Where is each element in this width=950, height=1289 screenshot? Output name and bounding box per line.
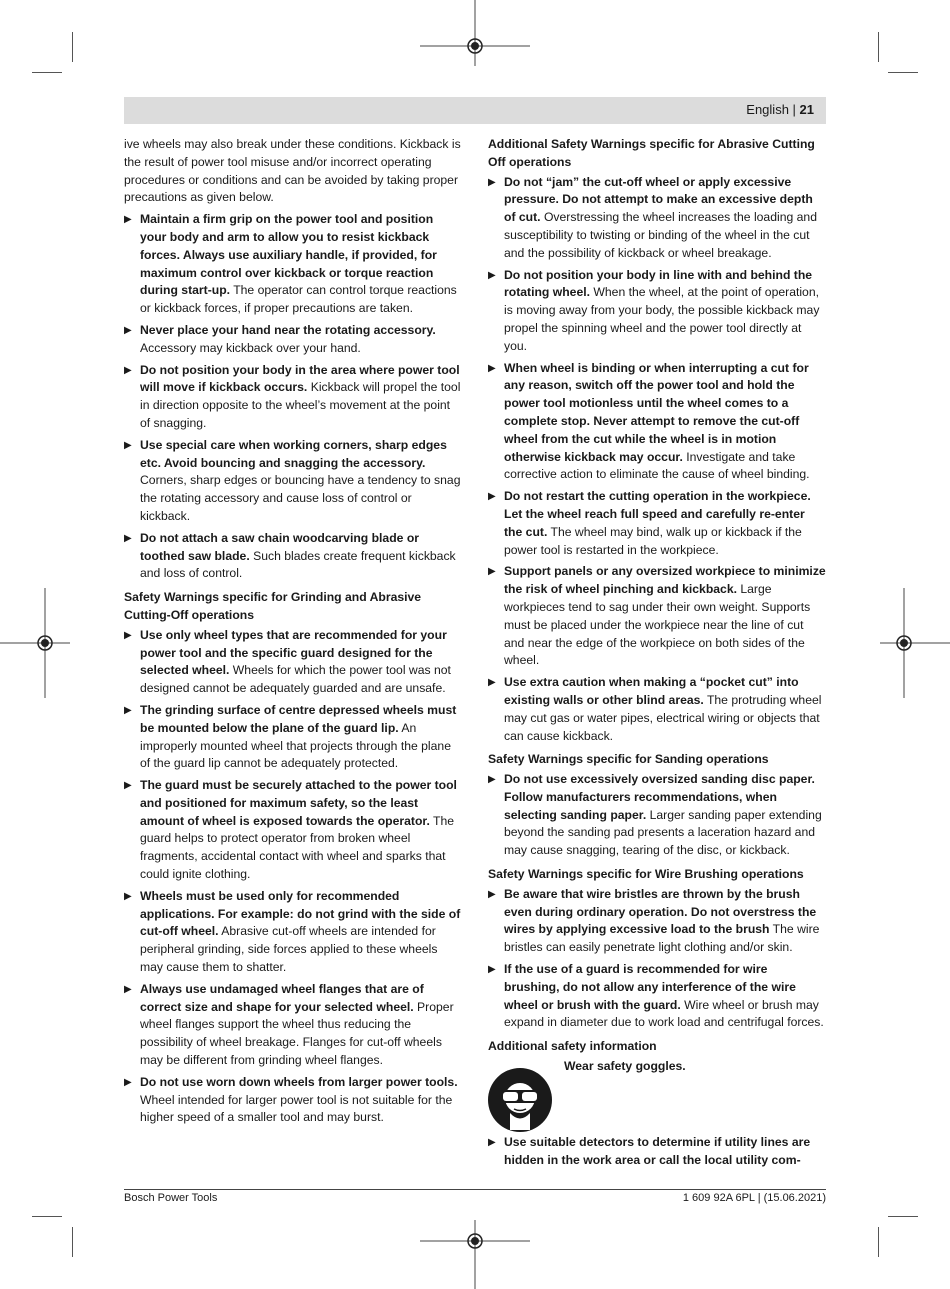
bullet-icon: ▶ [124,1076,132,1088]
item-text: The wire bristles can easily penetrate light clothing and/or skin. [504,922,820,955]
item-bold-text: Use suitable detectors to determine if utility lines are hidden in the work area or call the local utility com- [504,1135,811,1167]
item-bold-text: Use special care when working corners, sharp edges etc. Avoid bouncing and snagging the accessory. [140,437,447,470]
header-label: English | 21 [746,102,814,117]
bullet-icon: ▶ [124,532,132,544]
crop-mark [72,1227,73,1257]
section-heading-additional: Additional safety information [488,1039,657,1054]
footer-doc-id: 1 609 92A 6PL | (15.06.2021) [682,1192,826,1204]
item-bold-text: Do not restart the cutting operation in the workpiece. Let the wheel reach full speed and carefully re-enter the cut. [504,489,811,539]
item-text: Wheels for which the power tool was not designed cannot be adequately guarded and are unsafe. [140,663,451,696]
item-text: Wheel intended for larger power tool is not suitable for the higher speed of a smaller tool and may burst. [140,1092,453,1125]
item-bold-text: When wheel is binding or when interrupting a cut for any reason, switch off the power tool and hold the power tool motionless until the wheel comes to a complete stop. Never attempt to remove the cut-off wheel from the cut while the wheel is in motion otherwise kickback may occur. [504,360,809,464]
list-item [488,174,826,263]
goggles-notice [488,1058,826,1130]
item-bold-text: Do not position your body in the area where power tool will move if kickback occurs. [140,362,460,395]
bullet-icon: ▶ [124,704,132,716]
item-text: Such blades create frequent kickback and loss of control. [140,548,456,581]
registration-mark-icon [420,1220,530,1289]
registration-mark-icon [0,588,70,698]
left-column [124,136,462,1131]
item-text: The protruding wheel may cut gas or water pipes, electrical wiring or objects that can cause kickback. [504,692,822,743]
bullet-icon: ▶ [124,890,132,902]
item-text: Overstressing the wheel increases the loading and susceptibility to twisting or binding of the wheel in the cut and the possibility of kickback or wheel breakage. [504,210,817,260]
right-column [488,136,826,1174]
item-bold-text: Use only wheel types that are recommended for your power tool and the specific guard designed for the selected wheel. [140,627,447,678]
item-bold-text: Use extra caution when making a “pocket cut” into existing walls or other blind areas. [504,675,799,707]
bullet-icon: ▶ [124,214,132,226]
list-item [124,1074,462,1127]
crop-mark [888,72,918,73]
detector-list [488,1134,826,1170]
item-bold-text: Always use undamaged wheel flanges that are of correct size and shape for your selected wheel. [140,981,424,1014]
item-bold-text: Support panels or any oversized workpiece to minimize the risk of wheel pinching and kickback. [504,564,826,597]
bullet-icon: ▶ [124,364,132,376]
list-item [124,211,462,318]
item-text: The operator can control torque reactions or kickback forces, if proper precautions are taken. [140,283,457,316]
list-item [488,267,826,356]
bullet-icon: ▶ [488,176,496,188]
item-bold-text: The guard must be securely attached to the power tool and positioned for maximum safety, so the least amount of wheel is exposed towards the operator. [140,778,457,828]
list-item [124,981,462,1070]
cutting-list [488,174,826,746]
item-bold-text: Do not “jam” the cut-off wheel or apply excessive pressure. Do not attempt to make an excessive depth of cut. [504,174,813,225]
list-item [488,1134,826,1170]
bullet-icon: ▶ [124,324,132,336]
crop-mark [878,32,879,62]
list-item [124,627,462,698]
bullet-icon: ▶ [488,964,496,976]
footer-brand: Bosch Power Tools [124,1192,218,1204]
crop-mark [32,1216,62,1217]
bullet-icon: ▶ [488,677,496,689]
list-item [124,362,462,433]
list-item [488,886,826,957]
bullet-icon: ▶ [488,362,496,374]
list-item [124,322,462,358]
item-text: Larger sanding paper extending beyond the sanding pad presents a laceration hazard and may cause snagging, tearing of the disc, or kickback. [504,807,822,858]
item-bold-text: Maintain a firm grip on the power tool and position your body and arm to allow you to resist kickback forces. Always use auxiliary handle, if provided, for maximum control over kickback or torque reaction during start-up. [140,212,437,298]
bullet-icon: ▶ [124,780,132,792]
item-bold-text: Wheels must be used only for recommended applications. For example: do not grind with the side of cut-off wheel. [140,888,461,939]
item-bold-text: Do not use excessively oversized sanding disc paper. Follow manufacturers recommendations, when selecting sanding paper. [504,772,815,822]
list-item [488,674,826,745]
crop-mark [888,1216,918,1217]
list-item [488,771,826,860]
item-bold-text: Do not use worn down wheels from larger power tools. [140,1074,458,1089]
section-heading-grinding: Safety Warnings specific for Grinding and Abrasive Cutting-Off operations [124,590,422,622]
list-item [124,777,462,884]
item-text: Accessory may kickback over your hand. [140,340,361,355]
item-text: The guard helps to protect operator from broken wheel fragments, accidental contact with wheel and sparks that could ignite clothing. [140,813,455,882]
crop-mark [878,1227,879,1257]
list-item [488,961,826,1032]
goggles-text: Wear safety goggles. [564,1059,686,1074]
intro-paragraph: ive wheels may also break under these conditions. Kickback is the result of power tool misuse and/or incorrect operating procedures or conditions and can be avoided by taking proper precautions as given below. [124,137,461,205]
page-header [124,97,826,124]
item-text: Wire wheel or brush may expand in diameter due to work load and centrifugal forces. [504,997,824,1030]
item-bold-text: Be aware that wire bristles are thrown by the brush even during ordinary operation. Do not overstress the wires by applying excessive load to the brush [504,886,817,937]
item-bold-text: Never place your hand near the rotating accessory. [140,322,436,337]
footer-divider [124,1189,826,1190]
item-text: Abrasive cut-off wheels are intended for peripheral grinding, side forces applied to these wheels may cause them to shatter. [140,924,438,975]
item-text: Corners, sharp edges or bouncing have a tendency to snag the rotating accessory and cause loss of control or kickback. [140,473,461,523]
list-item [124,530,462,583]
section-heading-cutting: Additional Safety Warnings specific for Abrasive Cutting Off operations [488,137,815,169]
section-heading-sanding: Safety Warnings specific for Sanding operations [488,752,769,767]
bullet-icon: ▶ [488,491,496,503]
item-text: An improperly mounted wheel that projects through the plane of the guard lip cannot be adequately protected. [140,720,451,771]
item-text: Investigate and take corrective action to eliminate the cause of wheel binding. [504,449,810,482]
bullet-icon: ▶ [124,629,132,641]
item-text: Kickback will propel the tool in direction opposite to the wheel’s movement at the point of snagging. [140,380,461,430]
item-text: Large workpieces tend to sag under their own weight. Supports must be placed under the workpiece near the line of cut and near the edge of the workpiece on both sides of the wheel. [504,582,811,668]
item-text: Proper wheel flanges support the wheel thus reducing the possibility of wheel breakage. Flanges for cut-off wheels may be different from grinding wheel flanges. [140,999,454,1068]
list-item [488,488,826,559]
item-text: When the wheel, at the point of operation, is moving away from your body, the possible kickback may propel the spinning wheel and the power tool directly at you. [504,285,820,353]
list-item [488,563,826,670]
item-bold-text: Do not position your body in line with and behind the rotating wheel. [504,267,813,300]
list-item [124,437,462,526]
kickback-list [124,211,462,583]
bullet-icon: ▶ [488,774,496,786]
bullet-icon: ▶ [124,983,132,995]
list-item [124,702,462,773]
wire-brushing-list [488,886,826,1032]
bullet-icon: ▶ [488,566,496,578]
item-text: The wheel may bind, walk up or kickback if the power tool is restarted in the workpiece. [504,524,802,557]
list-item [488,360,826,485]
crop-mark [72,32,73,62]
page-number: 21 [799,102,814,117]
registration-mark-icon [420,0,530,70]
sanding-list [488,771,826,860]
grinding-list [124,627,462,1128]
section-heading-wire-brushing: Safety Warnings specific for Wire Brushing operations [488,867,804,882]
bullet-icon: ▶ [488,269,496,281]
registration-mark-icon [880,588,950,698]
item-bold-text: Do not attach a saw chain woodcarving blade or toothed saw blade. [140,530,420,563]
bullet-icon: ▶ [488,1137,496,1149]
safety-goggles-icon [488,1068,552,1132]
bullet-icon: ▶ [488,888,496,900]
list-item [124,888,462,977]
crop-mark [32,72,62,73]
item-bold-text: The grinding surface of centre depressed wheels must be mounted below the plane of the guard lip. [140,702,457,735]
bullet-icon: ▶ [124,439,132,451]
header-language: English [746,102,789,117]
item-bold-text: If the use of a guard is recommended for wire brushing, do not allow any interference of the wire wheel or brush with the guard. [504,962,796,1012]
